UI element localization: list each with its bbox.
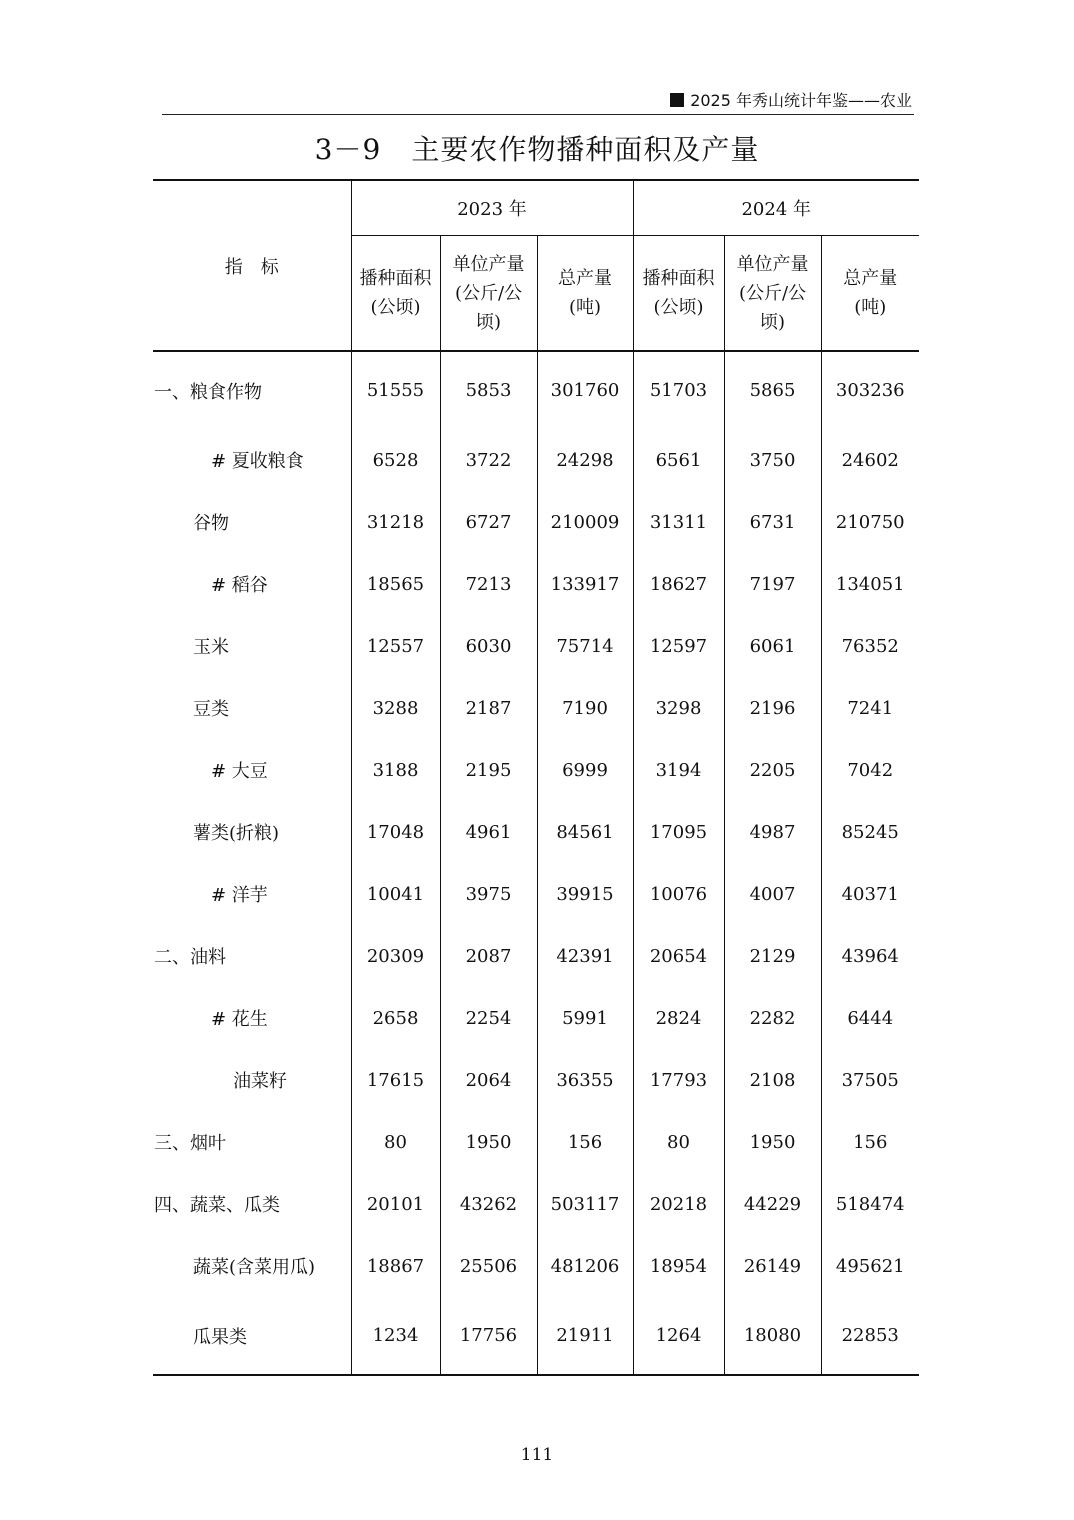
row-label: 玉米 [193, 637, 229, 658]
col-header-line: (公斤/公 [454, 282, 523, 304]
cell-area-2023: 6528 [351, 429, 440, 491]
cell-output-2023: 42391 [537, 925, 633, 987]
cell-output-2023: 7190 [537, 677, 633, 739]
table-row [153, 1049, 919, 1111]
col-header-line: 总产量 [843, 268, 898, 289]
row-label: 豆类 [193, 699, 229, 720]
row-label: # 大豆 [211, 761, 268, 782]
year-header-2024: 2024 年 [633, 180, 919, 236]
col-header-line: (公顷) [370, 297, 421, 318]
row-label: 三、烟叶 [154, 1133, 226, 1154]
cell-yield-2024: 1950 [724, 1111, 821, 1173]
row-label: # 夏收粮食 [211, 451, 304, 472]
cell-yield-2024: 2108 [724, 1049, 821, 1111]
col-header-line: 总产量 [558, 268, 612, 289]
cell-area-2023: 20309 [351, 925, 440, 987]
indicator-header: 指 标 [153, 180, 351, 351]
cell-yield-2024: 4007 [724, 863, 821, 925]
col-header-output-2024 [821, 236, 919, 352]
cell-yield-2024: 2205 [724, 739, 821, 801]
row-label: 一、粮食作物 [154, 381, 262, 403]
row-label: 四、蔬菜、瓜类 [154, 1195, 280, 1216]
row-label: 瓜果类 [193, 1326, 247, 1348]
row-label: 二、油料 [154, 947, 226, 968]
cell-yield-2024: 2282 [724, 987, 821, 1049]
running-head [162, 88, 914, 115]
cell-area-2024: 51703 [633, 351, 724, 429]
cell-area-2023: 3188 [351, 739, 440, 801]
cell-output-2024: 85245 [821, 801, 919, 863]
cell-yield-2023: 6727 [440, 491, 537, 553]
running-head-text-wrap [670, 88, 912, 111]
cell-yield-2024: 3750 [724, 429, 821, 491]
cell-output-2024: 76352 [821, 615, 919, 677]
cell-yield-2023: 2064 [440, 1049, 537, 1111]
col-header-line: (吨) [854, 297, 887, 318]
cell-yield-2024: 7197 [724, 553, 821, 615]
table-title [0, 128, 1074, 168]
cell-output-2023: 36355 [537, 1049, 633, 1111]
col-header-line: 播种面积 [642, 268, 715, 289]
table-title-text: 主要农作物播种面积及产量 [411, 133, 760, 166]
cell-yield-2023: 43262 [440, 1173, 537, 1235]
cell-area-2024: 17793 [633, 1049, 724, 1111]
cell-output-2024: 6444 [821, 987, 919, 1049]
cell-output-2024: 210750 [821, 491, 919, 553]
cell-yield-2023: 2195 [440, 739, 537, 801]
cell-area-2024: 3194 [633, 739, 724, 801]
col-header-yield-2023 [440, 236, 537, 352]
cell-area-2023: 31218 [351, 491, 440, 553]
cell-yield-2024: 26149 [724, 1235, 821, 1297]
cell-output-2023: 6999 [537, 739, 633, 801]
table-row [153, 1173, 919, 1235]
table-row [153, 491, 919, 553]
cell-yield-2024: 2129 [724, 925, 821, 987]
row-label: 蔬菜(含菜用瓜) [193, 1257, 316, 1278]
cell-yield-2023: 7213 [440, 553, 537, 615]
table-row [153, 1111, 919, 1173]
cell-area-2023: 12557 [351, 615, 440, 677]
cell-area-2024: 20218 [633, 1173, 724, 1235]
cell-area-2024: 20654 [633, 925, 724, 987]
cell-output-2023: 24298 [537, 429, 633, 491]
cell-output-2024: 22853 [821, 1297, 919, 1375]
col-header-yield-2024 [724, 236, 821, 352]
col-header-line: 单位产量 [736, 253, 809, 275]
col-header-line: (吨) [568, 297, 602, 318]
table-row [153, 863, 919, 925]
cell-area-2024: 17095 [633, 801, 724, 863]
cell-output-2023: 5991 [537, 987, 633, 1049]
cell-yield-2024: 6731 [724, 491, 821, 553]
col-header-line: 顷) [475, 311, 502, 333]
cell-yield-2024: 2196 [724, 677, 821, 739]
cell-area-2023: 20101 [351, 1173, 440, 1235]
cell-area-2023: 80 [351, 1111, 440, 1173]
cell-yield-2023: 5853 [440, 351, 537, 429]
cell-output-2024: 518474 [821, 1173, 919, 1235]
table-row [153, 801, 919, 863]
cell-yield-2023: 2187 [440, 677, 537, 739]
cell-output-2024: 37505 [821, 1049, 919, 1111]
cell-output-2024: 7042 [821, 739, 919, 801]
cell-area-2023: 18565 [351, 553, 440, 615]
cell-output-2023: 503117 [537, 1173, 633, 1235]
cell-yield-2023: 25506 [440, 1235, 537, 1297]
cell-yield-2023: 17756 [440, 1297, 537, 1375]
table-row [153, 553, 919, 615]
row-label: 谷物 [193, 513, 229, 534]
row-label: # 稻谷 [211, 575, 268, 596]
cell-yield-2024: 5865 [724, 351, 821, 429]
cell-yield-2023: 4961 [440, 801, 537, 863]
cell-output-2024: 24602 [821, 429, 919, 491]
year-header-2023: 2023 年 [351, 180, 633, 236]
row-label: 薯类(折粮) [193, 823, 280, 844]
cell-yield-2023: 2254 [440, 987, 537, 1049]
cell-output-2023: 156 [537, 1111, 633, 1173]
cell-output-2024: 7241 [821, 677, 919, 739]
cell-area-2023: 10041 [351, 863, 440, 925]
cell-yield-2023: 1950 [440, 1111, 537, 1173]
cell-output-2024: 40371 [821, 863, 919, 925]
cell-yield-2023: 3722 [440, 429, 537, 491]
cell-area-2024: 12597 [633, 615, 724, 677]
cell-output-2023: 481206 [537, 1235, 633, 1297]
table-body [153, 351, 919, 1375]
row-label: # 洋芋 [211, 885, 268, 906]
cell-output-2023: 39915 [537, 863, 633, 925]
cell-area-2023: 17048 [351, 801, 440, 863]
col-header-line: 顷) [759, 311, 786, 333]
cell-area-2023: 17615 [351, 1049, 440, 1111]
cell-yield-2023: 2087 [440, 925, 537, 987]
cell-area-2023: 2658 [351, 987, 440, 1049]
cell-output-2024: 134051 [821, 553, 919, 615]
cell-output-2023: 210009 [537, 491, 633, 553]
col-header-line: (公顷) [653, 297, 704, 318]
col-header-area-2023 [351, 236, 440, 352]
cell-area-2024: 18627 [633, 553, 724, 615]
header-year-row [153, 180, 919, 236]
col-header-area-2024 [633, 236, 724, 352]
crop-statistics-table [153, 179, 919, 1376]
cell-output-2024: 156 [821, 1111, 919, 1173]
table-row [153, 615, 919, 677]
cell-yield-2024: 44229 [724, 1173, 821, 1235]
table-row [153, 1297, 919, 1375]
cell-area-2023: 1234 [351, 1297, 440, 1375]
cell-output-2024: 43964 [821, 925, 919, 987]
cell-area-2024: 31311 [633, 491, 724, 553]
cell-area-2024: 6561 [633, 429, 724, 491]
cell-output-2023: 84561 [537, 801, 633, 863]
cell-yield-2024: 18080 [724, 1297, 821, 1375]
black-square-icon [670, 93, 684, 107]
cell-yield-2024: 4987 [724, 801, 821, 863]
col-header-line: 播种面积 [359, 268, 432, 289]
cell-yield-2023: 3975 [440, 863, 537, 925]
table-row [153, 351, 919, 429]
cell-area-2023: 3288 [351, 677, 440, 739]
running-head-text: 2025 年秀山统计年鉴——农业 [690, 91, 912, 110]
col-header-output-2023 [537, 236, 633, 352]
cell-output-2023: 133917 [537, 553, 633, 615]
table-row [153, 987, 919, 1049]
table-number: 3－9 [314, 133, 382, 166]
cell-area-2024: 80 [633, 1111, 724, 1173]
cell-output-2023: 75714 [537, 615, 633, 677]
col-header-line: 单位产量 [452, 253, 525, 275]
cell-area-2024: 2824 [633, 987, 724, 1049]
page-number: 111 [520, 1445, 554, 1465]
cell-area-2023: 51555 [351, 351, 440, 429]
cell-yield-2023: 6030 [440, 615, 537, 677]
cell-area-2024: 1264 [633, 1297, 724, 1375]
cell-output-2024: 495621 [821, 1235, 919, 1297]
col-header-line: (公斤/公 [738, 282, 807, 304]
table-row [153, 677, 919, 739]
cell-area-2023: 18867 [351, 1235, 440, 1297]
cell-area-2024: 18954 [633, 1235, 724, 1297]
cell-area-2024: 10076 [633, 863, 724, 925]
table-row [153, 429, 919, 491]
table-row [153, 739, 919, 801]
row-label: 油菜籽 [233, 1071, 287, 1092]
cell-area-2024: 3298 [633, 677, 724, 739]
cell-output-2023: 301760 [537, 351, 633, 429]
cell-output-2024: 303236 [821, 351, 919, 429]
table-row [153, 1235, 919, 1297]
cell-yield-2024: 6061 [724, 615, 821, 677]
table-row [153, 925, 919, 987]
cell-output-2023: 21911 [537, 1297, 633, 1375]
row-label: # 花生 [211, 1009, 268, 1030]
